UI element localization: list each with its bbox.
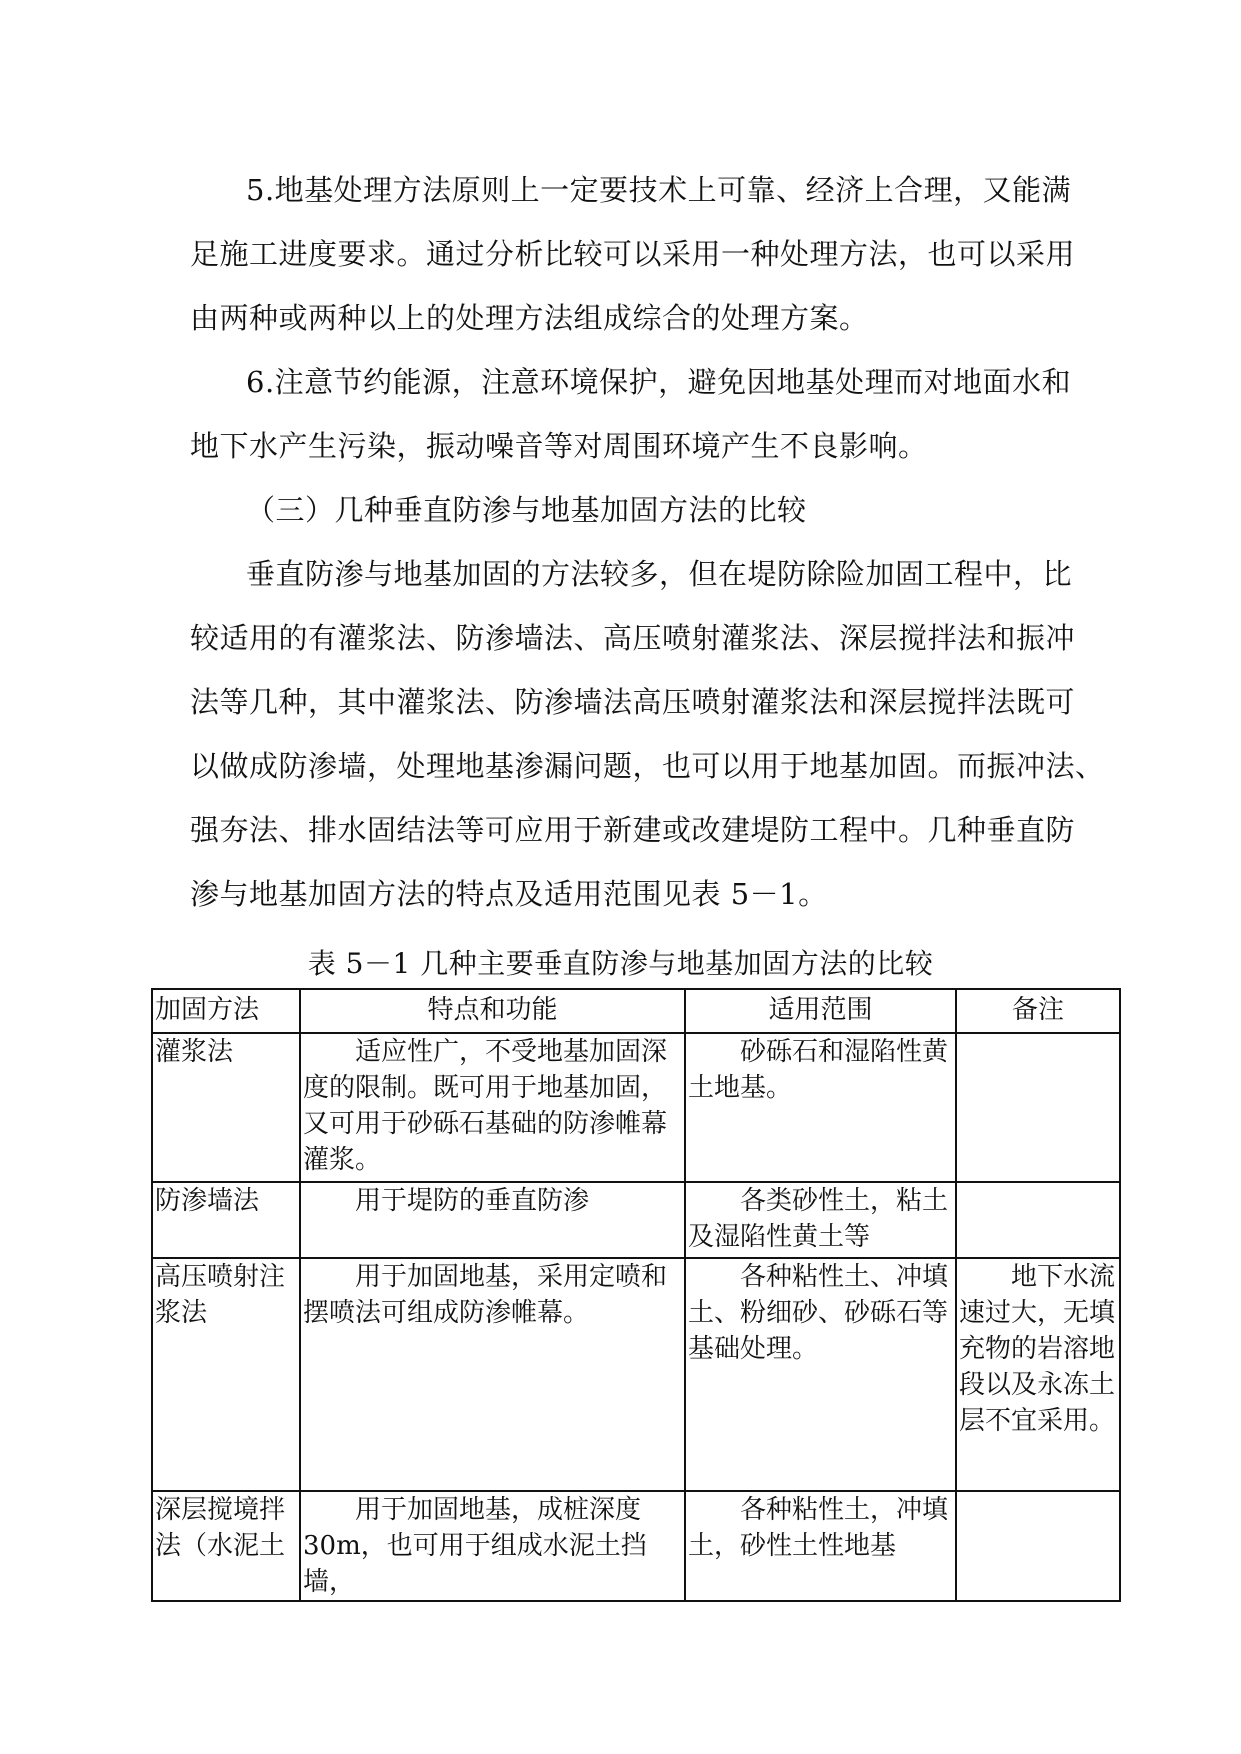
header-features: 特点和功能 [300,989,685,1033]
cell-remarks [956,1033,1120,1182]
table-row [152,1033,1120,1182]
paragraph-7-line-4: 以做成防渗墙，处理地基渗漏问题，也可以用于地基加固。而振冲法、 [190,749,1105,783]
comparison-table [151,988,1121,1602]
table-row [152,1491,1120,1601]
cell-scope: 各种粘性土、冲填土、粉细砂、砂砾石等基础处理。 [685,1258,956,1491]
cell-remarks [956,1182,1120,1258]
paragraph-5-line-3: 由两种或两种以上的处理方法组成综合的处理方案。 [190,301,869,335]
table-caption: 表 5－1 几种主要垂直防渗与地基加固方法的比较 [307,947,934,980]
section-heading: （三）几种垂直防渗与地基加固方法的比较 [246,493,807,527]
cell-method: 防渗墙法 [152,1182,300,1258]
cell-method: 深层搅境拌法（水泥土 [152,1491,300,1601]
header-scope: 适用范围 [685,989,956,1033]
paragraph-5-line-2: 足施工进度要求。通过分析比较可以采用一种处理方法，也可以采用 [190,237,1076,271]
paragraph-6-line-2: 地下水产生污染，振动噪音等对周围环境产生不良影响。 [190,429,928,463]
cell-features: 用于堤防的垂直防渗 [300,1182,685,1258]
paragraph-7-line-1: 垂直防渗与地基加固的方法较多，但在堤防除险加固工程中，比 [246,557,1073,591]
paragraph-6-line-1: 6.注意节约能源，注意环境保护，避免因地基处理而对地面水和 [246,365,1072,399]
cell-scope: 各类砂性土，粘土及湿陷性黄土等 [685,1182,956,1258]
table-header-row [152,989,1120,1033]
paragraph-7-line-2: 较适用的有灌浆法、防渗墙法、高压喷射灌浆法、深层搅拌法和振冲 [190,621,1076,655]
cell-features: 用于加固地基，成桩深度30m，也可用于组成水泥土挡墙， [300,1491,685,1601]
cell-remarks: 地下水流速过大，无填充物的岩溶地段以及永冻土层不宜采用。 [956,1258,1120,1491]
header-method: 加固方法 [152,989,300,1033]
cell-features: 用于加固地基，采用定喷和摆喷法可组成防渗帷幕。 [300,1258,685,1491]
cell-method: 灌浆法 [152,1033,300,1182]
cell-scope: 各种粘性土，冲填土，砂性土性地基 [685,1491,956,1601]
paragraph-7-line-6: 渗与地基加固方法的特点及适用范围见表 5－1。 [190,877,828,911]
paragraph-7-line-5: 强夯法、排水固结法等可应用于新建或改建堤防工程中。几种垂直防 [190,813,1076,847]
table-row [152,1182,1120,1258]
table-row [152,1258,1120,1491]
cell-remarks [956,1491,1120,1601]
cell-features: 适应性广，不受地基加固深度的限制。既可用于地基加固，又可用于砂砾石基础的防渗帷幕灌浆。 [300,1033,685,1182]
paragraph-7-line-3: 法等几种，其中灌浆法、防渗墙法高压喷射灌浆法和深层搅拌法既可 [190,685,1076,719]
cell-method: 高压喷射注浆法 [152,1258,300,1491]
header-remarks: 备注 [956,989,1120,1033]
paragraph-5-line-1: 5.地基处理方法原则上一定要技术上可靠、经济上合理，又能满 [246,173,1072,207]
cell-scope: 砂砾石和湿陷性黄土地基。 [685,1033,956,1182]
